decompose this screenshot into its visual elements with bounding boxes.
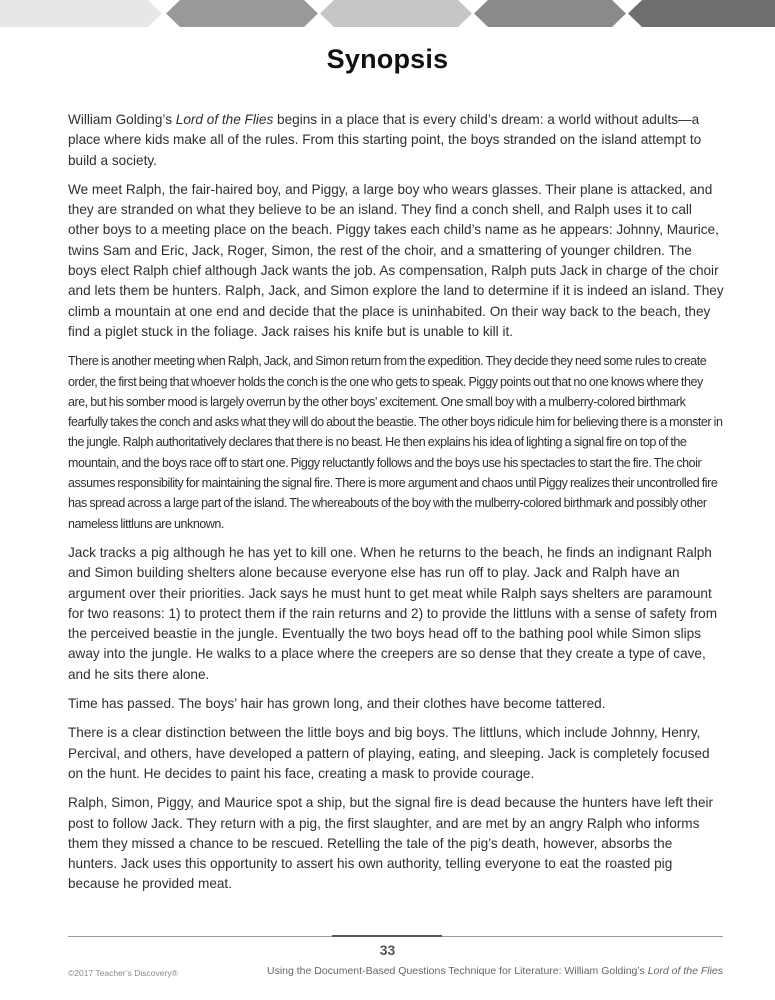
paragraph-3: There is another meeting when Ralph, Jack, and Simon return from the expedition. They decide they need some rules to create order, the first being that whoever holds the conch is the one who gets to speak. Piggy points out that no one knows where they are, but his somber mood is largely overrun by the other boys’ excitement. One small boy with a mulberry-colored birthmark fearfully takes the conch and asks what they will do about the beastie. The other boys ridicule him for believing there is a monster in the jungle. Ralph authoritatively declares that there is no beast. He then explains his idea of lighting a signal fire on top of the mountain, and the boys race off to start one. Piggy reluctantly follows and the boys use his spectacles to start the fire. The choir assumes responsibility for maintaining the signal fire. There is more argument and chaos until Piggy realizes their uncontrolled fire has spread across a large part of the island. The whereabouts of the boy with the mulberry-colored birthmark and possibly other nameless littluns are unknown.: [68, 354, 723, 531]
page-title: Synopsis: [326, 44, 449, 74]
paragraph-7: Ralph, Simon, Piggy, and Maurice spot a ship, but the signal fire is dead because the hunters have left their post to follow Jack. They return with a pig, the first slaughter, and are met by an angry Ralph who informs them they missed a chance to be rescued. Retelling the tale of the pig’s death, however, absorbs the hunters. Jack uses this opportunity to assert his own authority, telling everyone to eat the roasted pig because he provided meat.: [68, 795, 714, 892]
paragraph-5: Time has passed. The boys’ hair has grown long, and their clothes have become tattered.: [68, 696, 606, 712]
page-number: 33: [379, 942, 396, 958]
copyright-notice: ©2017 Teacher’s Discovery®: [68, 968, 178, 978]
footer-divider-right: [442, 936, 723, 937]
paragraph-4: Jack tracks a pig although he has yet to kill one. When he returns to the beach, he finds an indignant Ralph and Simon building shelters alone because everyone else has run off to play. Jack and Ralph have an argument over their priorities. Jack says he must hunt to get meat while Ralph says shelters are paramount for two reasons: 1) to protect them if the rain returns and 2) to provide the littluns with a sense of safety from the perceived beastie in the jungle. Eventually the two boys head off to the bathing pool while Simon slips away into the jungle. He walks to a place where the creepers are so dense that they create a type of cave, and he sits there alone.: [68, 544, 718, 682]
decorative-header-bar: [0, 0, 775, 27]
header-chevron-5: [628, 0, 775, 27]
paragraph-6: There is a clear distinction between the little boys and big boys. The littluns, which include Johnny, Henry, Percival, and others, have developed a pattern of playing, eating, and sleeping. Jack is completely focused on the hunt. He decides to paint his face, creating a mask to provide courage.: [68, 725, 710, 781]
paragraph-1: William Golding’s Lord of the Flies begins in a place that is every child’s dream: a world without adults—a place where kids make all of the rules. From this starting point, the boys stranded on the island attempt to build a society.: [68, 112, 702, 168]
footer-divider-left: [68, 936, 332, 937]
running-footer-title: Using the Document-Based Questions Technique for Literature: William Golding’s Lord of the Flies: [266, 965, 723, 977]
header-chevron-1: [0, 0, 162, 27]
header-chevron-3: [320, 0, 472, 27]
synopsis-body: [68, 110, 724, 904]
footer-divider-center: [332, 935, 442, 937]
header-chevron-2: [166, 0, 318, 27]
paragraph-2: We meet Ralph, the fair-haired boy, and Piggy, a large boy who wears glasses. Their plane is attacked, and they are stranded on what they believe to be an island. They find a conch shell, and Ralph uses it to call other boys to a meeting place on the beach. Piggy takes each child’s name as he appears: Johnny, Maurice, twins Sam and Eric, Jack, Roger, Simon, the rest of the choir, and a smattering of younger children. The boys elect Ralph chief although Jack wants the job. As compensation, Ralph puts Jack in charge of the choir and lets them be hunters. Ralph, Jack, and Simon explore the land to determine if it is indeed an island. They climb a mountain at one end and decide that the place is uninhabited. On their way back to the beach, they find a piglet stuck in the foliage. Jack raises his knife but is unable to kill it.: [68, 181, 724, 339]
book-title: Lord of the Flies: [175, 112, 274, 127]
header-chevron-4: [474, 0, 626, 27]
